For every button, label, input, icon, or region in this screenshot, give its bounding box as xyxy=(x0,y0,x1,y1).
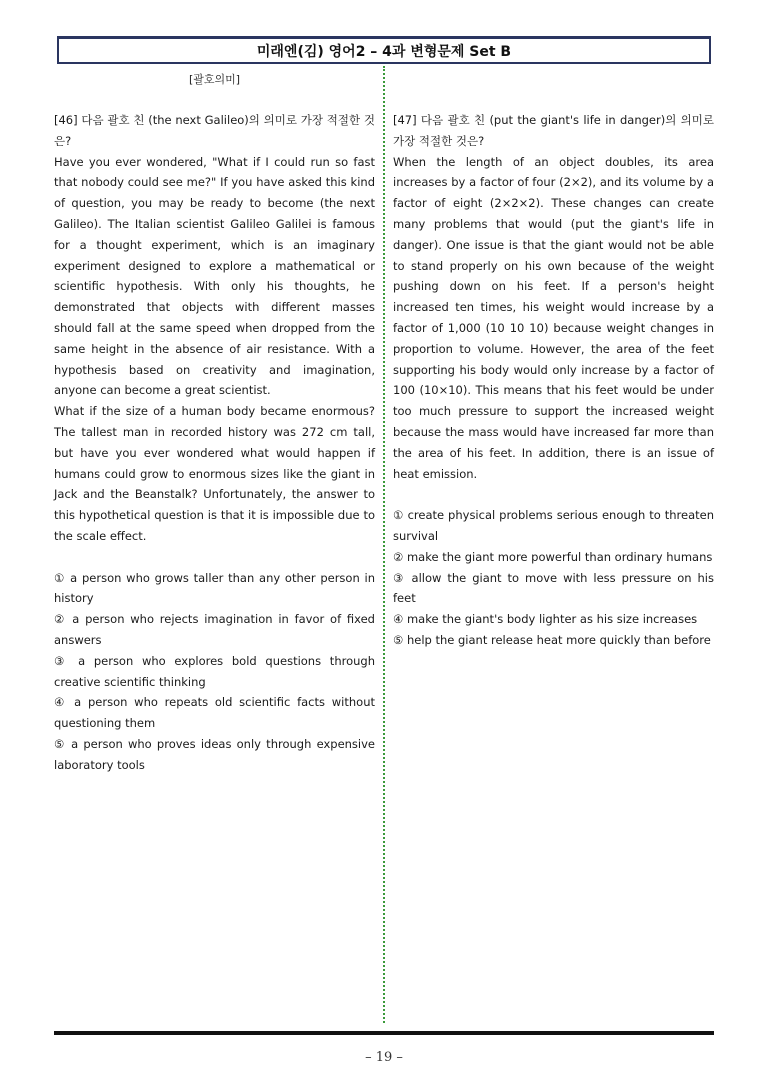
question-47-passage-paragraph-1: When the length of an object doubles, its area increases by a factor of four (2×2), and its volume by a factor of eight (2×2×2). These changes can create many problems that would (put the giant's life in danger). One issue is that the giant would not be able to stand properly on his own because of the weight pushing down on his feet. If a person's height increased ten times, his weight would increase by a factor of 1,000 (10 10 10) because weight changes in proportion to volume. However, the area of the feet supporting his body would only increase by a factor of 100 (10×10). This means that his feet would be under too much pressure to support the increased weight because the mass would have increased far more than the area of his feet. In addition, there is an issue of heat emission. xyxy=(393,154,714,481)
question-47-choice-5: ⑤ help the giant release heat more quickly than before xyxy=(393,632,711,647)
question-46-passage-paragraph-2: What if the size of a human body became enormous? The tallest man in recorded history was 272 cm tall, but have you ever wondered what would happen if humans could grow to enormous sizes like the giant in Jack and the Beanstalk? Unfortunately, the answer to this hypothetical question is that it is impossible due to the scale effect. xyxy=(54,404,375,543)
question-46-choice-2: ② a person who rejects imagination in favor of fixed answers xyxy=(54,612,375,647)
question-46-choice-5: ⑤ a person who proves ideas only through expensive laboratory tools xyxy=(54,736,375,772)
question-46-choice-4: ④ a person who repeats old scientific facts without questioning them xyxy=(54,695,375,731)
question-47-choice-3: ③ allow the giant to move with less pressure on his feet xyxy=(393,570,714,606)
page-header-title: 미래엔(김) 영어2 – 4과 변형문제 Set B xyxy=(57,36,711,64)
question-46-passage-paragraph-1: Have you ever wondered, "What if I could run so fast that nobody could see me?" If you have asked this kind of question, you may be ready to become (the next Galileo). The Italian scientist Galileo Galilei is famous for a thought experiment, which is an imaginary experiment designed to explore a mathematical or scientific hypothesis. With only his thoughts, he demonstrated that objects with different masses should fall at the same speed when dropped from the same height in the absence of air resistance. With a hypothesis based on creativity and imagination, anyone can become a great scientist. xyxy=(54,154,375,398)
page-number: – 19 – xyxy=(365,1050,403,1065)
question-47-choice-2: ② make the giant more powerful than ordinary humans xyxy=(393,549,713,564)
column-divider xyxy=(383,66,385,1023)
question-47-choice-4: ④ make the giant's body lighter as his size increases xyxy=(393,612,698,627)
footer-rule xyxy=(54,1031,714,1035)
question-46-prompt: [46] 다음 괄호 친 (the next Galileo)의 의미로 가장 적절한 것은? xyxy=(54,113,375,148)
question-46-choice-3: ③ a person who explores bold questions through creative scientific thinking xyxy=(54,653,375,689)
question-47-choice-1: ① create physical problems serious enough to threaten survival xyxy=(393,508,714,543)
question-47-prompt: [47] 다음 괄호 친 (put the giant's life in danger)의 의미로 가장 적절한 것은? xyxy=(393,113,714,148)
section-label: [괄호의미] xyxy=(189,73,241,86)
question-47 xyxy=(393,110,714,651)
question-46-choice-1: ① a person who grows taller than any other person in history xyxy=(54,570,375,606)
question-46 xyxy=(54,110,375,776)
